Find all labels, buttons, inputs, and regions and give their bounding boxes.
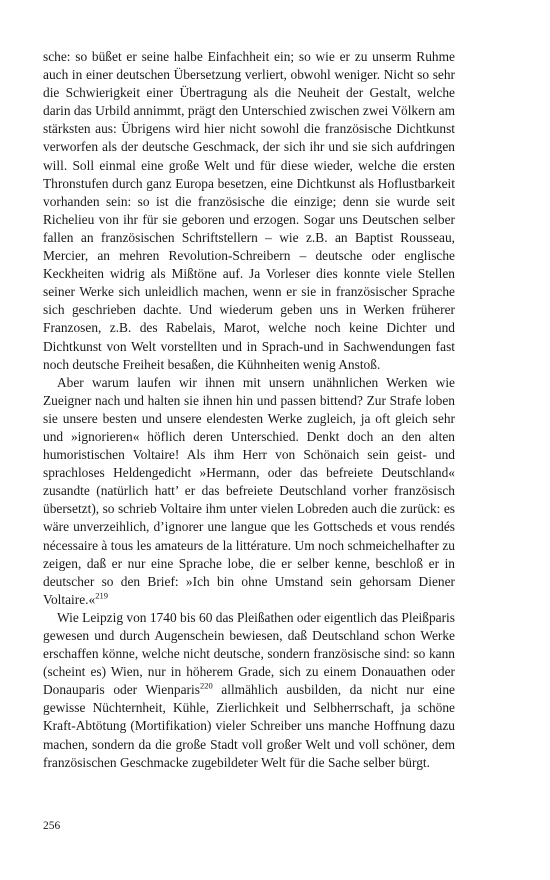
body-text: [43, 48, 455, 772]
footnote-ref-220: 220: [199, 680, 213, 691]
paragraph-2: [43, 374, 455, 609]
footnote-ref-219: 219: [95, 590, 108, 601]
paragraph-3-text-continued: allmählich ausbilden, da nicht nur eine gewisse Nüchternheit, Kühle, Zierlichkeit und Selbherrschaft, ja schöne Kraft-Abtötung (Mortifikation) vieler Schreiber uns manche Hoffnung dazu machen, sondern da die große Stadt voll großer Welt und voll schöner, dem französischen Geschmacke zugebildeter Welt für die Sache selber bürgt.: [43, 682, 455, 770]
paragraph-1-text: sche: so büßet er seine halbe Einfachheit ein; so wie er zu unserm Ruhme auch in einer deutschen Übersetzung verliert, obwohl weniger. Nicht so sehr die Schwierigkeit einer Übertragung als die Neuheit der Gestalt, welche darin das Urbild annimmt, prägt den Unterschied zwischen zwei Völkern am stärksten aus: Übrigens wird hier nicht sowohl die französische Dichtkunst verworfen als der deutsche Geschmack, der sich ihr und sie sich aufdringen will. Soll einmal eine große Welt und für diese wieder, welche die ersten Thronstufen durch ganz Europa besetzen, eine Dichtkunst als Hoflustbarkeit vorhanden sein: so ist die französische die einzige; denn sie wurde seit Richelieu von ihr für sie geboren und erzogen. Sogar uns Deutschen selber fallen an französischen Schriftstellern – wie z.B. an Baptist Rousseau, Mercier, an mehren Revolution-Schreibern – deutsche oder englische Keckheiten widrig als Mißtöne auf. Ja Vorleser dies konnte viele Stellen seiner Werke sich unleidlich machen, wenn er sie in französischer Sprache sich geschrieben dachte. Und wiederum geben uns in Werken früherer Franzosen, z.B. des Rabelais, Marot, welche noch keine Dichter und Dichtkunst von Welt vorstellten und in Sprach-und in Sachwendungen fast noch deutsche Freiheit besaßen, die Kühnheiten wenig Anstoß.: [43, 49, 455, 372]
paragraph-1: [43, 48, 455, 374]
paragraph-2-text: Aber warum laufen wir ihnen mit unsern unähnlichen Werken wie Zueigner nach und halten sie ihnen hin und passen bittend? Zur Strafe loben sie unsere besten und unsere elendesten Werke zugleich, ja oft gleich sehr und »ignorieren« höflich deren Unterschied. Denkt doch an den alten humoristischen Voltaire! Als ihm Herr von Schönaich sein geist- und sprachloses Heldengedicht »Hermann, oder das befreiete Deutschland« zusandte (natürlich hatt’ er das befreiete Deutschland vorher französisch übersetzt), so schrieb Voltaire ihm unter vielen Lobreden auch die zurück: es wäre unverzeihlich, d’ignorer une langue que les Gottscheds et vous rendés nécessaire à tous les amateurs de la littérature. Um noch schmeichelhafter zu zeigen, daß er nur eine Sprache lobe, die er selber kenne, beschloß er in deutscher so den Brief: »Ich bin ohne Umstand sein gehorsam Diener Voltaire.«: [43, 374, 455, 607]
paragraph-3-text: Wie Leipzig von 1740 bis 60 das Pleißathen oder eigentlich das Pleißparis gewesen und durch Augenschein bewiesen, daß Deutschland schon Werke erschaffen könne, welche nicht deutsche, sondern französische sind: so kann (scheint es) Wien, nur in höherem Grade, sich zu einem Donauathen oder Donauparis oder Wienparis: [43, 609, 455, 698]
paragraph-3: [43, 609, 455, 772]
page-number: 256: [43, 820, 61, 832]
